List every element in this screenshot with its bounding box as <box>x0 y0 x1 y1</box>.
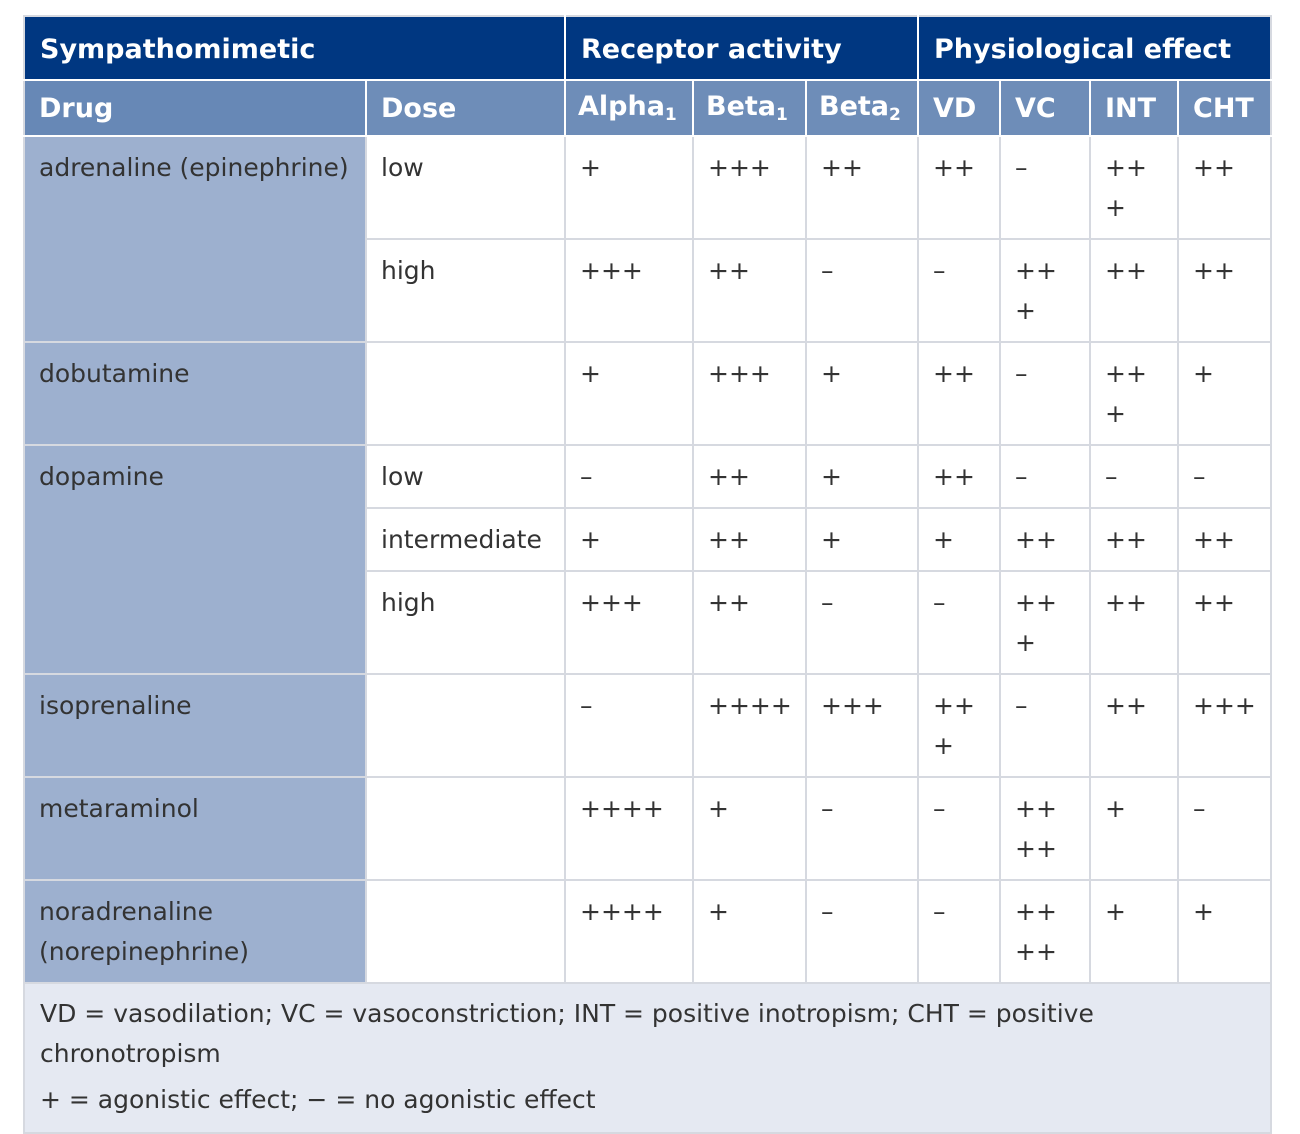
footnote-row <box>24 983 1271 1133</box>
vd-cell: +++ <box>918 674 1000 777</box>
dose-cell <box>366 777 565 880</box>
cht-cell: +++ <box>1178 674 1271 777</box>
beta2-cell: +++ <box>806 674 918 777</box>
table-row <box>24 136 1271 239</box>
header-physiological-effect: Physiological effect <box>918 16 1271 80</box>
vd-cell: ++ <box>918 342 1000 445</box>
int-cell: ++ <box>1090 674 1178 777</box>
beta2-cell: – <box>806 777 918 880</box>
table-row <box>24 880 1271 983</box>
beta2-cell: + <box>806 508 918 571</box>
dose-cell: intermediate <box>366 508 565 571</box>
vd-cell: + <box>918 508 1000 571</box>
alpha1-cell: +++ <box>565 571 693 674</box>
table-row <box>24 674 1271 777</box>
dose-cell <box>366 880 565 983</box>
cht-cell: ++ <box>1178 508 1271 571</box>
alpha1-cell: – <box>565 445 693 508</box>
footnote-abbreviations: VD = vasodilation; VC = vasoconstriction; INT = positive inotropism; CHT = positive chronotropism <box>40 999 1094 1068</box>
column-header-drug: Drug <box>24 80 366 136</box>
vd-cell: ++ <box>918 136 1000 239</box>
vc-cell: – <box>1000 136 1090 239</box>
drug-name-cell: noradrenaline (norepinephrine) <box>24 880 366 983</box>
beta1-cell: + <box>693 777 806 880</box>
beta2-label: Beta <box>819 91 890 122</box>
alpha1-cell: ++++ <box>565 880 693 983</box>
alpha1-subscript: 1 <box>664 105 677 125</box>
beta1-cell: + <box>693 880 806 983</box>
column-header-row <box>24 80 1271 136</box>
column-header-vc: VC <box>1000 80 1090 136</box>
cht-cell: ++ <box>1178 571 1271 674</box>
alpha1-cell: +++ <box>565 239 693 342</box>
dose-cell <box>366 342 565 445</box>
int-cell: – <box>1090 445 1178 508</box>
beta2-cell: – <box>806 880 918 983</box>
group-header-row <box>24 16 1271 80</box>
vd-cell: – <box>918 571 1000 674</box>
cht-cell: + <box>1178 342 1271 445</box>
column-header-dose: Dose <box>366 80 565 136</box>
vc-cell: +++ <box>1000 239 1090 342</box>
beta1-cell: ++ <box>693 571 806 674</box>
beta2-cell: – <box>806 239 918 342</box>
beta1-cell: +++ <box>693 136 806 239</box>
beta2-cell: – <box>806 571 918 674</box>
cht-cell: ++ <box>1178 136 1271 239</box>
alpha1-cell: + <box>565 342 693 445</box>
beta2-cell: ++ <box>806 136 918 239</box>
beta2-cell: + <box>806 342 918 445</box>
vc-cell: – <box>1000 445 1090 508</box>
column-header-int: INT <box>1090 80 1178 136</box>
footnote-cell <box>24 983 1271 1133</box>
int-cell: ++ <box>1090 571 1178 674</box>
int-cell: ++ <box>1090 239 1178 342</box>
vc-cell: – <box>1000 342 1090 445</box>
column-header-beta2 <box>806 80 918 136</box>
beta1-cell: +++ <box>693 342 806 445</box>
beta2-subscript: 2 <box>889 105 901 125</box>
beta1-cell: ++ <box>693 445 806 508</box>
beta1-cell: ++ <box>693 508 806 571</box>
alpha1-cell: – <box>565 674 693 777</box>
footnote-legend: + = agonistic effect; − = no agonistic effect <box>40 1085 596 1114</box>
drug-name-cell: dobutamine <box>24 342 366 445</box>
cht-cell: – <box>1178 777 1271 880</box>
vc-cell: +++ <box>1000 571 1090 674</box>
vc-cell: – <box>1000 674 1090 777</box>
int-cell: + <box>1090 880 1178 983</box>
drug-name-cell: adrenaline (epinephrine) <box>24 136 366 342</box>
cht-cell: + <box>1178 880 1271 983</box>
dose-cell: low <box>366 136 565 239</box>
vd-cell: – <box>918 239 1000 342</box>
sympathomimetics-table-container <box>23 15 1270 1134</box>
header-sympathomimetic: Sympathomimetic <box>24 16 565 80</box>
dose-cell: high <box>366 239 565 342</box>
header-receptor-activity: Receptor activity <box>565 16 918 80</box>
table-row <box>24 445 1271 508</box>
int-cell: ++ <box>1090 508 1178 571</box>
alpha1-label: Alpha <box>578 91 665 122</box>
drug-name-cell: metaraminol <box>24 777 366 880</box>
column-header-alpha1 <box>565 80 693 136</box>
cht-cell: ++ <box>1178 239 1271 342</box>
vd-cell: ++ <box>918 445 1000 508</box>
cht-cell: – <box>1178 445 1271 508</box>
column-header-beta1 <box>693 80 806 136</box>
dose-cell: high <box>366 571 565 674</box>
drug-name-cell: dopamine <box>24 445 366 674</box>
table-row <box>24 777 1271 880</box>
int-cell: +++ <box>1090 136 1178 239</box>
vc-cell: ++++ <box>1000 880 1090 983</box>
beta1-cell: ++++ <box>693 674 806 777</box>
vd-cell: – <box>918 880 1000 983</box>
vd-cell: – <box>918 777 1000 880</box>
dose-cell: low <box>366 445 565 508</box>
dose-cell <box>366 674 565 777</box>
alpha1-cell: + <box>565 136 693 239</box>
sympathomimetics-table <box>23 15 1272 1134</box>
vc-cell: ++++ <box>1000 777 1090 880</box>
beta1-subscript: 1 <box>776 105 788 125</box>
drug-name-cell: isoprenaline <box>24 674 366 777</box>
table-row <box>24 342 1271 445</box>
alpha1-cell: ++++ <box>565 777 693 880</box>
int-cell: +++ <box>1090 342 1178 445</box>
beta1-label: Beta <box>706 91 777 122</box>
vc-cell: ++ <box>1000 508 1090 571</box>
column-header-vd: VD <box>918 80 1000 136</box>
beta2-cell: + <box>806 445 918 508</box>
int-cell: + <box>1090 777 1178 880</box>
column-header-cht: CHT <box>1178 80 1271 136</box>
beta1-cell: ++ <box>693 239 806 342</box>
alpha1-cell: + <box>565 508 693 571</box>
